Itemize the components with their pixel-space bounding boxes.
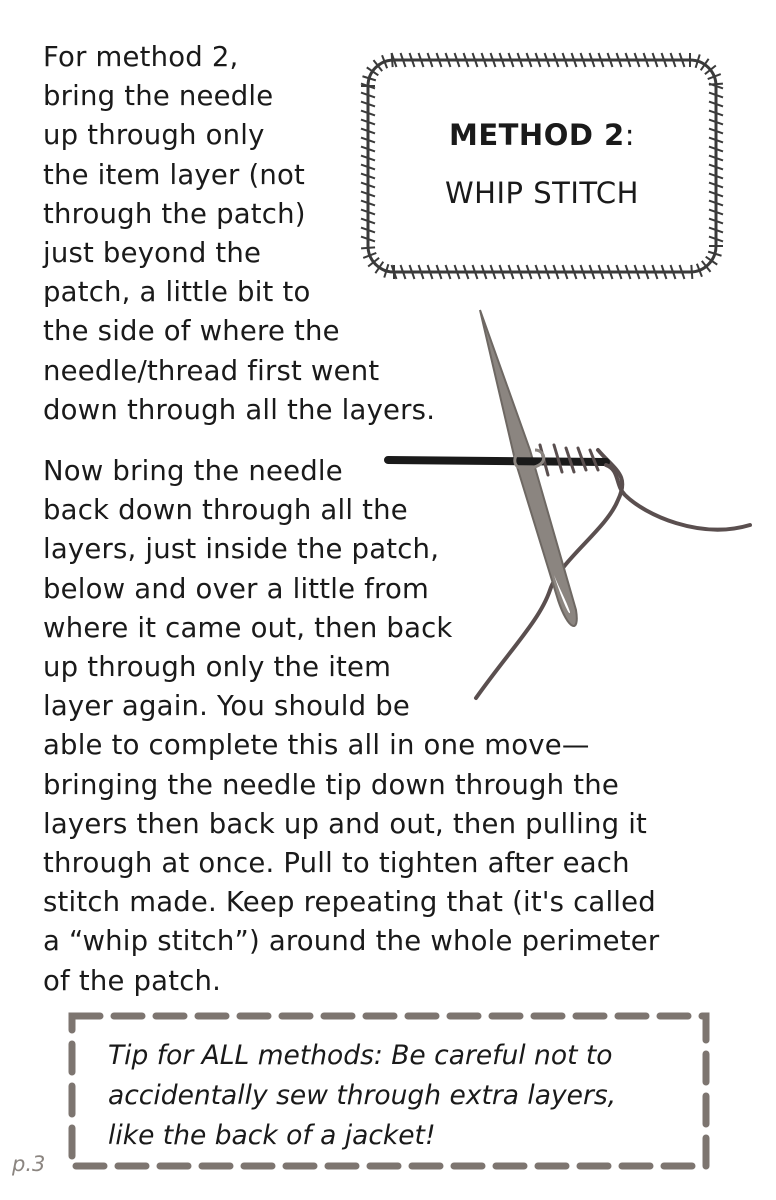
paragraph-line: a “whip stitch”) around the whole perimeter xyxy=(43,925,660,958)
paragraph-line: of the patch. xyxy=(43,964,222,997)
paragraph-line: needle/thread first went xyxy=(43,354,380,387)
tip-line: like the back of a jacket! xyxy=(108,1120,436,1151)
instruction-paragraph-1 xyxy=(43,38,436,430)
stitched-border xyxy=(356,48,728,284)
tip-line: accidentally sew through extra layers, xyxy=(108,1080,617,1111)
paragraph-line: back down through all the xyxy=(43,494,408,527)
paragraph-line: layers, just inside the patch, xyxy=(43,533,440,566)
paragraph-line: For method 2, xyxy=(43,41,239,73)
paragraph-line: just beyond the xyxy=(43,237,262,270)
paragraph-line: through at once. Pull to tighten after each xyxy=(43,847,630,880)
stitch-mark xyxy=(691,265,692,279)
paragraph-line: patch, a little bit to xyxy=(43,276,311,309)
paragraph-line: through the patch) xyxy=(43,197,306,230)
paragraph-line: stitch made. Keep repeating that (it's called xyxy=(43,886,656,919)
paragraph-line: able to complete this all in one move— xyxy=(43,729,590,762)
paragraph-line: the side of where the xyxy=(43,315,340,348)
paragraph-line: layer again. You should be xyxy=(43,690,411,723)
method-subtitle: WHIP STITCH xyxy=(445,176,639,210)
paragraph-line: Now bring the needle xyxy=(43,455,343,487)
paragraph-line: below and over a little from xyxy=(43,572,429,605)
page-number: p.3 xyxy=(12,1152,46,1176)
paragraph-line: layers then back up and out, then pulling it xyxy=(43,807,648,840)
stitch-mark xyxy=(709,84,723,85)
stitch-marks xyxy=(361,53,723,279)
tip-text xyxy=(108,1036,698,1156)
paragraph-line: the item layer (not xyxy=(43,158,306,191)
paragraph-line: where it came out, then back xyxy=(43,611,453,644)
method-title xyxy=(356,118,728,152)
method-title-box xyxy=(356,48,728,284)
paragraph-line: down through all the layers. xyxy=(43,393,436,426)
tip-line: Tip for ALL methods: Be careful not to xyxy=(108,1040,613,1071)
paragraph-line: up through only xyxy=(43,119,265,152)
stitch-mark xyxy=(361,247,375,248)
paragraph-line: bringing the needle tip down through the xyxy=(43,768,619,801)
tip-callout xyxy=(68,1012,710,1170)
instruction-paragraph-2 xyxy=(43,452,743,1001)
stitch-mark xyxy=(392,53,393,67)
method-title-bold: METHOD 2 xyxy=(448,118,625,152)
method-title-colon: : xyxy=(624,118,635,152)
paragraph-line: bring the needle xyxy=(43,80,274,113)
paragraph-line: up through only the item xyxy=(43,651,392,684)
